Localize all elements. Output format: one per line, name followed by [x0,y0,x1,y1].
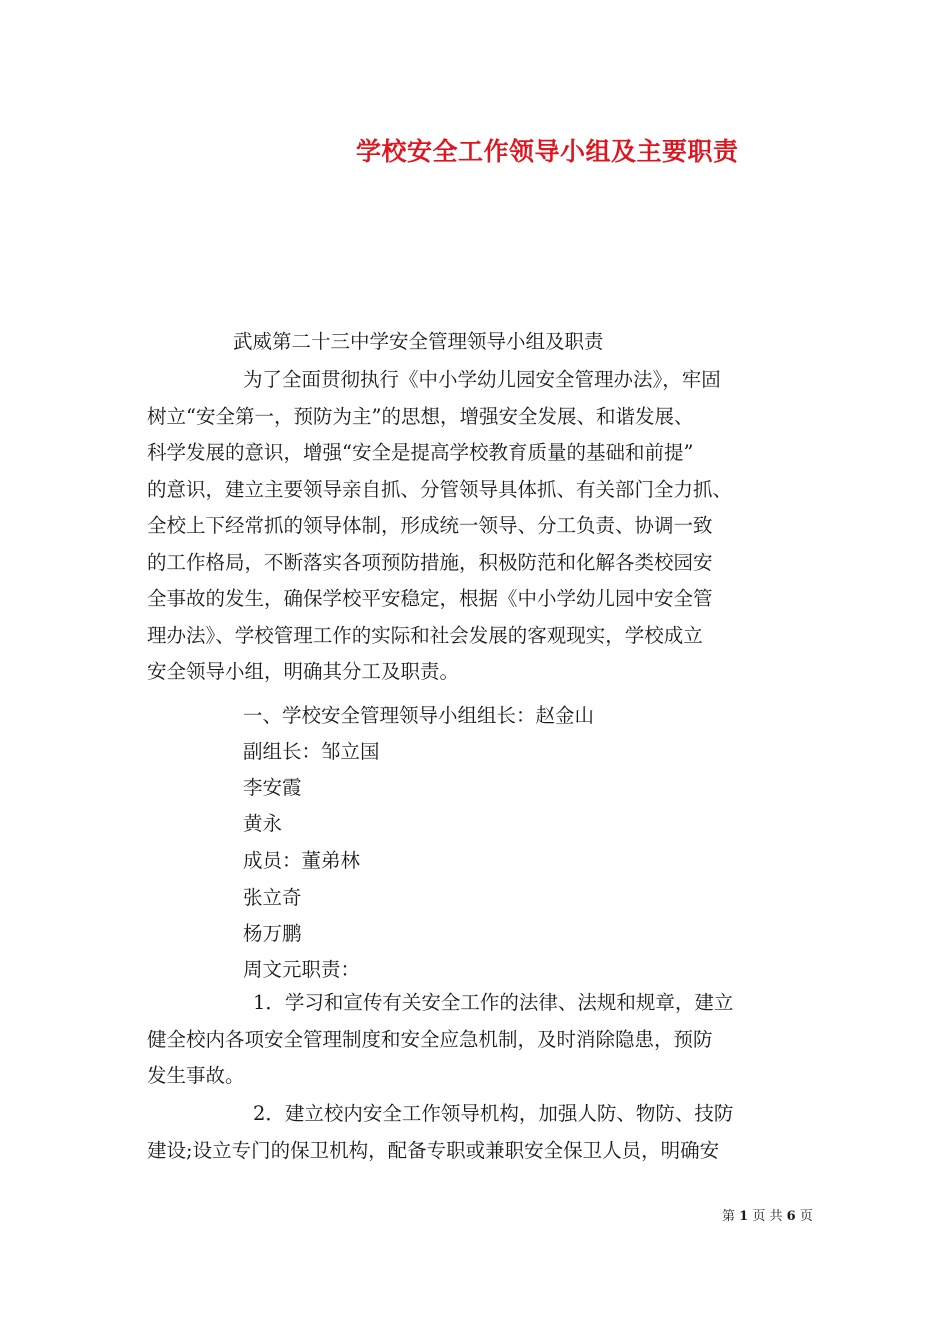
member-line: 黄永 [243,812,283,835]
paragraph-line: 2．建立校内安全工作领导机构，加强人防、物防、技防 [253,1102,734,1125]
member-line: 李安霞 [243,776,302,799]
paragraph-line: 树立“安全第一，预防为主”的思想，增强安全发展、和谐发展、 [147,404,694,428]
paragraph-line: 建设;设立专门的保卫机构，配备专职或兼职安全保卫人员，明确安 [147,1138,720,1162]
page-footer [722,1205,813,1224]
intro-paragraph [147,362,807,691]
paragraph-line: 科学发展的意识，增强“安全是提高学校教育质量的基础和前提” [147,441,694,464]
deputy-leader-line: 副组长：邹立国 [243,740,380,763]
paragraph-line: 健全校内各项安全管理制度和安全应急机制，及时消除隐患，预防 [147,1027,713,1051]
section-subtitle: 武威第二十三中学安全管理领导小组及职责 [233,330,604,353]
duties-heading: 周文元职责： [243,958,361,981]
duty-1-paragraph [147,985,807,1095]
paragraph-line: 为了全面贯彻执行《中小学幼儿园安全管理办法》，牢固 [243,368,721,391]
paragraph-line: 发生事故。 [147,1064,245,1087]
footer-current-page: 1 [739,1209,749,1224]
member-line: 张立奇 [243,886,302,909]
members-line: 成员：董弟林 [243,849,361,872]
paragraph-line: 全校上下经常抓的领导体制，形成统一领导、分工负责、协调一致 [147,514,713,537]
footer-suffix: 页 [799,1209,813,1224]
footer-prefix: 第 [722,1209,736,1224]
paragraph-line: 全事故的发生，确保学校平安稳定，根据《中小学幼儿园中安全管 [147,587,713,610]
footer-middle: 页 共 [752,1209,783,1224]
paragraph-line: 安全领导小组，明确其分工及职责。 [147,660,460,683]
document-title: 学校安全工作领导小组及主要职责 [356,137,739,166]
member-line: 杨万鹏 [243,922,302,945]
duty-2-paragraph [147,1096,807,1169]
paragraph-line: 的工作格局，不断落实各项预防措施，积极防范和化解各类校园安 [147,550,713,574]
paragraph-line: 1．学习和宣传有关安全工作的法律、法规和规章，建立 [253,991,734,1014]
leader-line: 一、学校安全管理领导小组组长：赵金山 [243,704,595,727]
paragraph-line: 理办法》、学校管理工作的实际和社会发展的客观现实，学校成立 [147,623,703,647]
footer-total-pages: 6 [786,1209,796,1224]
paragraph-line: 的意识，建立主要领导亲自抓、分管领导具体抓、有关部门全力抓、 [147,477,733,501]
